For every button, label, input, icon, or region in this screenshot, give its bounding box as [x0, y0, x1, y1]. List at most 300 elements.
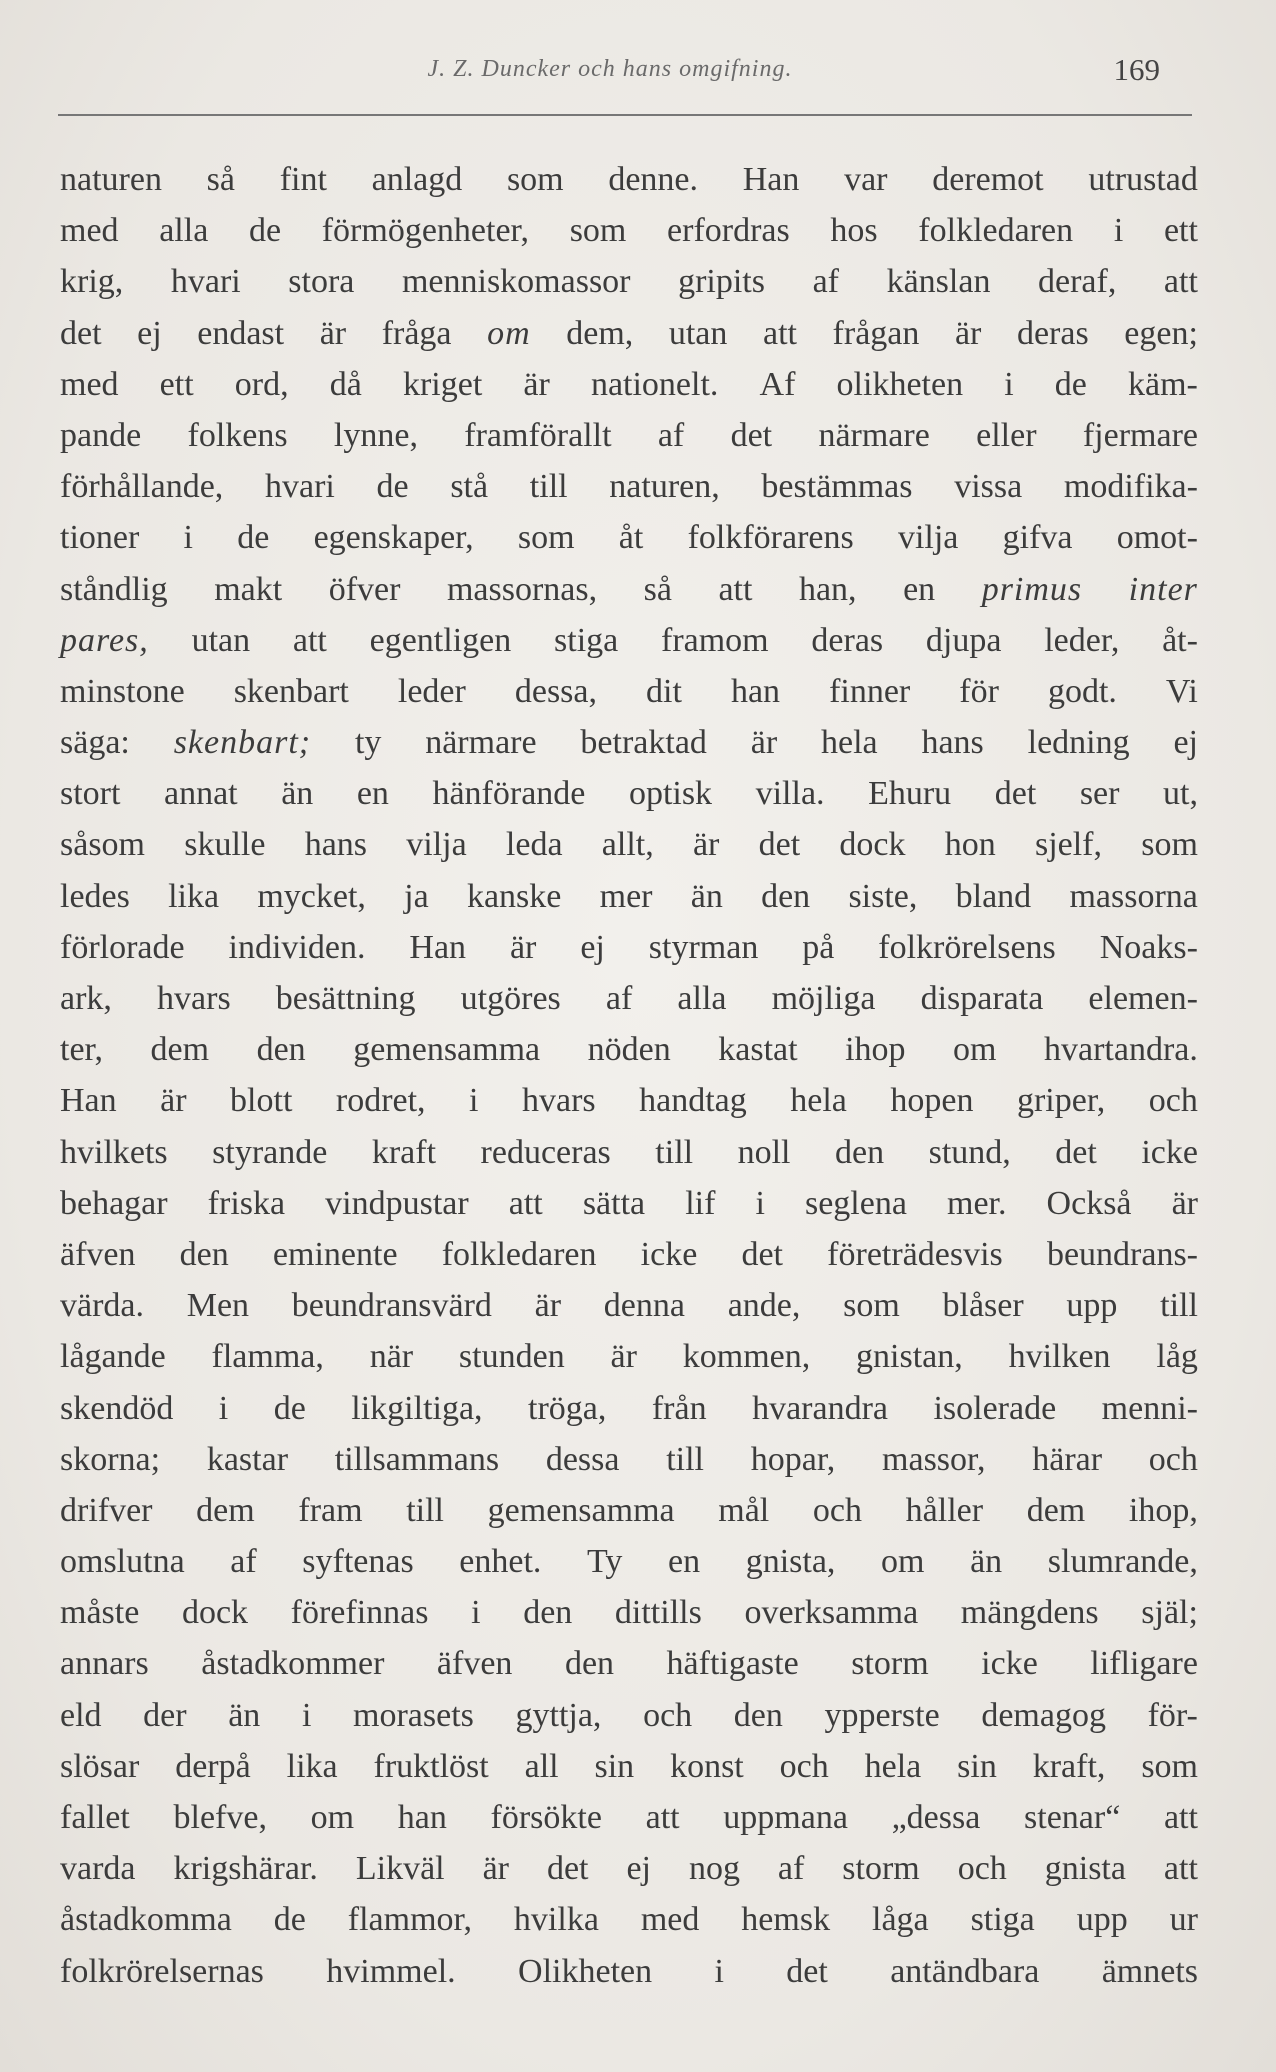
- word: hvartandra.: [1044, 1031, 1198, 1069]
- word: hvimmel.: [326, 1952, 456, 1990]
- word: åstadkommer: [201, 1645, 385, 1683]
- word: konst: [670, 1747, 744, 1785]
- word: leda: [505, 826, 563, 864]
- word: styrande: [212, 1133, 328, 1171]
- word: ter,: [60, 1031, 103, 1069]
- word: i: [1113, 212, 1124, 250]
- word: hos: [830, 212, 878, 250]
- word: var: [844, 161, 888, 198]
- word: flamma,: [211, 1338, 324, 1376]
- word: ledning: [1027, 724, 1130, 762]
- word: än: [281, 775, 314, 813]
- word: ur: [1169, 1901, 1198, 1939]
- word: ser: [1079, 775, 1120, 813]
- word: hela: [864, 1747, 922, 1785]
- word: i: [1004, 365, 1014, 403]
- word: krig,: [60, 263, 124, 301]
- word: Han: [409, 928, 467, 966]
- word: utrustad: [1088, 161, 1198, 198]
- word: vilja: [406, 826, 467, 864]
- word: åt: [618, 519, 644, 557]
- word: det: [786, 1952, 828, 1990]
- word: än: [228, 1696, 261, 1734]
- word: den: [179, 1235, 229, 1273]
- word: de: [237, 519, 270, 557]
- word: dock: [839, 826, 906, 864]
- word: massorna: [1069, 877, 1198, 915]
- word: lynne,: [333, 416, 418, 454]
- word: om: [310, 1799, 355, 1836]
- text-line: [60, 922, 1198, 973]
- text-line: [60, 1946, 1198, 1997]
- word: att: [1163, 1799, 1198, 1836]
- word: när: [369, 1338, 414, 1376]
- word: framförallt: [464, 416, 612, 454]
- word: i: [301, 1696, 312, 1734]
- word: Ehuru: [868, 775, 952, 813]
- word: närmare: [818, 416, 930, 454]
- word: Noaks-: [1099, 928, 1198, 966]
- word: så: [643, 570, 672, 608]
- word: hans: [921, 724, 984, 762]
- word: ämnets: [1101, 1952, 1198, 1990]
- page-header: [60, 52, 1160, 96]
- word: siste,: [848, 877, 918, 915]
- word: all: [524, 1747, 559, 1785]
- word: derpå: [175, 1747, 251, 1785]
- word: förhållande,: [60, 468, 224, 506]
- word: behagar: [60, 1184, 168, 1222]
- word: än: [970, 1543, 1003, 1581]
- word: såsom: [60, 826, 145, 864]
- word: den: [256, 1031, 306, 1069]
- text-line: [60, 1178, 1198, 1229]
- text-line: [60, 819, 1198, 870]
- text-line: [60, 973, 1198, 1024]
- word: endast: [197, 314, 285, 352]
- word: hvari: [265, 468, 335, 506]
- word: makt: [214, 570, 283, 608]
- word: primus: [981, 570, 1083, 608]
- word: stunden: [458, 1338, 565, 1376]
- header-rule: [58, 114, 1192, 116]
- word: lif: [685, 1184, 716, 1222]
- word: då: [329, 365, 362, 403]
- word: är: [954, 314, 982, 352]
- word: hvilken: [1008, 1338, 1111, 1376]
- word: som: [1141, 1747, 1198, 1785]
- word: som: [569, 212, 627, 250]
- word: är: [610, 1338, 637, 1376]
- word: kraft,: [1032, 1747, 1106, 1785]
- word: folkrörelsens: [878, 928, 1056, 966]
- text-line: [60, 615, 1198, 666]
- word: kastar: [206, 1440, 289, 1478]
- word: denne.: [608, 161, 699, 198]
- word: i: [218, 1389, 229, 1427]
- text-line: [60, 359, 1198, 410]
- word: folkförarens: [687, 519, 854, 557]
- word: försökte: [490, 1799, 602, 1836]
- word: en: [668, 1543, 701, 1581]
- word: den: [523, 1594, 573, 1632]
- word: än: [690, 877, 723, 915]
- word: som: [843, 1287, 900, 1325]
- text-line: [60, 1280, 1198, 1331]
- text-line: [60, 564, 1198, 615]
- word: ande,: [727, 1287, 801, 1325]
- word: som: [517, 519, 575, 557]
- word: bland: [955, 877, 1032, 915]
- word: egenskaper,: [313, 519, 474, 557]
- word: inter: [1128, 570, 1198, 608]
- word: företrädesvis: [827, 1235, 1003, 1273]
- word: han: [397, 1799, 447, 1836]
- word: Ty: [587, 1543, 623, 1581]
- word: till: [1160, 1287, 1198, 1325]
- word: dock: [181, 1594, 249, 1632]
- text-line: [60, 1741, 1198, 1792]
- word: ett: [1163, 212, 1198, 250]
- word: deraf,: [1038, 263, 1117, 301]
- word: mer.: [947, 1184, 1007, 1222]
- word: är: [1171, 1184, 1198, 1222]
- word: öfver: [328, 570, 401, 608]
- word: lifligare: [1090, 1645, 1198, 1683]
- word: hans: [304, 826, 368, 864]
- word: friska: [207, 1184, 286, 1222]
- body-text: [60, 154, 1198, 1997]
- text-line: [60, 1229, 1198, 1280]
- word: säga:: [60, 724, 130, 762]
- word: hvars: [157, 980, 231, 1017]
- word: hela: [821, 724, 878, 762]
- word: skendöd: [60, 1389, 174, 1427]
- text-line: [60, 666, 1198, 717]
- word: folkledaren: [441, 1235, 597, 1273]
- word: kriget: [402, 365, 483, 403]
- word: ut,: [1163, 775, 1198, 813]
- text-line: [60, 154, 1198, 205]
- word: omslutna: [60, 1543, 185, 1581]
- word: ihop,: [1128, 1491, 1198, 1529]
- word: det: [1055, 1133, 1097, 1171]
- word: ord,: [234, 365, 289, 403]
- word: bestämmas: [761, 468, 913, 506]
- word: Af: [759, 365, 796, 403]
- word: alla: [677, 980, 727, 1017]
- word: värda.: [60, 1287, 145, 1325]
- word: morasets: [353, 1696, 474, 1734]
- word: i: [471, 1594, 481, 1632]
- text-line: [60, 1127, 1198, 1178]
- word: ej: [580, 928, 605, 966]
- word: ej: [137, 314, 162, 352]
- word: denna: [603, 1287, 685, 1325]
- word: hela: [790, 1082, 847, 1120]
- word: det: [994, 775, 1037, 813]
- word: de: [376, 468, 409, 506]
- word: eld: [60, 1696, 102, 1734]
- word: ja: [404, 877, 429, 915]
- word: som: [1141, 826, 1198, 864]
- word: nationelt.: [590, 365, 719, 403]
- word: en: [356, 775, 389, 813]
- word: Likväl: [355, 1850, 445, 1888]
- word: den: [733, 1696, 783, 1734]
- text-line: [60, 1383, 1198, 1434]
- word: vindpustar: [325, 1184, 469, 1222]
- word: dittills: [614, 1594, 702, 1632]
- word: känslan: [886, 263, 991, 301]
- word: skenbart;: [173, 724, 312, 762]
- word: gripits: [678, 263, 765, 301]
- word: hvilkets: [60, 1133, 168, 1171]
- word: hopen: [890, 1082, 974, 1120]
- word: i: [714, 1952, 724, 1990]
- word: och: [779, 1747, 829, 1785]
- word: seglena: [804, 1184, 907, 1222]
- word: stora: [288, 263, 355, 301]
- text-line: [60, 768, 1198, 819]
- word: håller: [905, 1491, 984, 1529]
- word: dit: [646, 672, 682, 710]
- word: förefinnas: [290, 1594, 429, 1632]
- word: nöden: [587, 1031, 671, 1069]
- text-line: [60, 1331, 1198, 1382]
- word: naturen: [60, 161, 162, 198]
- word: hvilka: [513, 1901, 599, 1939]
- text-line: [60, 717, 1198, 768]
- word: dessa,: [514, 672, 598, 710]
- word: gyttja,: [515, 1696, 602, 1734]
- text-line: [60, 1792, 1198, 1843]
- text-line: [60, 1843, 1198, 1894]
- word: ty: [354, 724, 382, 762]
- text-line: [60, 871, 1198, 922]
- word: är: [692, 826, 720, 864]
- word: stiga: [970, 1901, 1035, 1939]
- word: eminente: [272, 1235, 398, 1273]
- word: den: [564, 1645, 615, 1683]
- word: skorna;: [60, 1440, 161, 1478]
- page-number: 169: [1113, 52, 1160, 87]
- word: der: [143, 1696, 187, 1734]
- word: en: [903, 570, 936, 608]
- word: att: [645, 1799, 680, 1836]
- word: af: [657, 416, 685, 454]
- word: mycket,: [257, 877, 366, 915]
- word: Han: [60, 1082, 117, 1120]
- word: sjelf,: [1034, 826, 1103, 864]
- word: att: [1163, 263, 1198, 301]
- word: mängdens: [960, 1594, 1099, 1632]
- word: ett: [159, 365, 194, 403]
- word: nog: [688, 1850, 740, 1888]
- word: att: [508, 1184, 543, 1222]
- word: mer: [599, 877, 653, 915]
- word: som: [506, 161, 564, 198]
- word: omot-: [1116, 519, 1198, 557]
- text-line: [60, 461, 1198, 512]
- text-line: [60, 410, 1198, 461]
- word: demagog: [981, 1696, 1106, 1734]
- word: eller: [976, 416, 1037, 454]
- word: är: [534, 1287, 562, 1325]
- word: upp: [1066, 1287, 1118, 1325]
- word: uppmana: [723, 1799, 848, 1836]
- word: antändbara: [890, 1952, 1040, 1990]
- word: stå: [450, 468, 489, 506]
- word: är: [750, 724, 778, 762]
- word: gnista: [1044, 1850, 1126, 1888]
- word: storm: [842, 1850, 920, 1888]
- word: finner: [829, 672, 911, 710]
- word: blott: [230, 1082, 293, 1120]
- word: med: [60, 365, 119, 403]
- word: vilja: [897, 519, 959, 557]
- word: hvars: [521, 1082, 596, 1120]
- word: betraktad: [580, 724, 707, 762]
- word: gemensamma: [353, 1031, 541, 1069]
- word: individen.: [228, 928, 366, 966]
- word: massornas,: [446, 570, 598, 608]
- text-line: [60, 256, 1198, 307]
- word: anlagd: [371, 161, 463, 198]
- word: pares,: [60, 621, 149, 659]
- word: om: [881, 1543, 925, 1581]
- word: själ;: [1141, 1594, 1198, 1632]
- word: olikheten: [836, 365, 964, 403]
- word: af: [777, 1850, 805, 1888]
- word: folkens: [187, 416, 288, 454]
- word: syftenas: [302, 1543, 414, 1581]
- word: krigshärar.: [173, 1850, 318, 1888]
- word: sin: [957, 1747, 997, 1785]
- word: förmögenheter,: [321, 212, 530, 250]
- word: käm-: [1128, 365, 1198, 403]
- word: „dessa: [891, 1799, 981, 1836]
- word: närmare: [425, 724, 537, 762]
- word: erfordras: [667, 212, 790, 250]
- word: utgöres: [460, 980, 561, 1017]
- word: kastat: [718, 1031, 798, 1069]
- word: stenar“: [1024, 1799, 1121, 1836]
- word: dem: [196, 1491, 255, 1529]
- word: flammor,: [347, 1901, 472, 1939]
- word: drifver: [60, 1491, 153, 1529]
- word: fråga: [381, 314, 452, 352]
- word: ej: [1173, 724, 1198, 762]
- word: till: [666, 1440, 704, 1478]
- word: kommen,: [682, 1338, 811, 1376]
- word: i: [469, 1082, 479, 1120]
- word: Men: [186, 1287, 250, 1325]
- word: hon: [944, 826, 996, 864]
- text-line: [60, 1587, 1198, 1638]
- word: hopar,: [750, 1440, 836, 1478]
- word: låga: [872, 1901, 929, 1939]
- word: är: [482, 1850, 510, 1888]
- word: massor,: [882, 1440, 986, 1478]
- word: Vi: [1165, 672, 1198, 710]
- word: han,: [798, 570, 857, 608]
- word: storm: [851, 1645, 929, 1683]
- word: overksamma: [744, 1594, 919, 1632]
- word: deras: [811, 621, 884, 659]
- word: deremot: [932, 161, 1044, 198]
- word: dem: [1026, 1491, 1086, 1529]
- word: slumrande,: [1047, 1543, 1198, 1581]
- word: det: [758, 826, 801, 864]
- word: är: [160, 1082, 187, 1120]
- word: är: [509, 928, 537, 966]
- text-line: [60, 1894, 1198, 1945]
- word: stund,: [928, 1133, 1011, 1171]
- word: handtag: [639, 1082, 747, 1120]
- word: tillsammans: [334, 1440, 500, 1478]
- word: tioner: [60, 519, 140, 557]
- word: slösar: [60, 1747, 140, 1785]
- word: den: [761, 877, 811, 915]
- word: för-: [1147, 1696, 1198, 1734]
- word: enhet.: [459, 1543, 542, 1581]
- word: fint: [279, 161, 327, 198]
- word: och: [1148, 1440, 1198, 1478]
- word: häftigaste: [666, 1645, 799, 1683]
- word: och: [1148, 1082, 1198, 1120]
- text-line: [60, 1485, 1198, 1536]
- word: de: [248, 212, 282, 250]
- word: ark,: [60, 980, 112, 1017]
- word: och: [812, 1491, 862, 1529]
- word: folkledaren: [918, 212, 1074, 250]
- word: kanske: [466, 877, 562, 915]
- word: icke: [981, 1645, 1038, 1683]
- word: lika: [168, 877, 220, 915]
- text-line: [60, 1024, 1198, 1075]
- word: de: [273, 1901, 306, 1939]
- word: fallet: [60, 1799, 130, 1836]
- word: leder,: [1044, 621, 1120, 659]
- word: alla: [159, 212, 209, 250]
- word: beundransvärd: [291, 1287, 492, 1325]
- word: elemen-: [1088, 980, 1198, 1017]
- word: griper,: [1016, 1082, 1106, 1120]
- word: på: [802, 928, 835, 966]
- word: godt.: [1047, 672, 1117, 710]
- word: optisk: [628, 775, 713, 813]
- word: med: [640, 1901, 700, 1939]
- word: ej: [626, 1850, 652, 1888]
- word: till: [406, 1491, 445, 1529]
- text-line: [60, 1690, 1198, 1741]
- word: och: [957, 1850, 1007, 1888]
- word: för: [959, 672, 999, 710]
- word: hänförande: [432, 775, 586, 813]
- word: sätta: [582, 1184, 646, 1222]
- text-line: [60, 1536, 1198, 1587]
- word: så: [206, 161, 235, 198]
- word: af: [605, 980, 633, 1017]
- word: tröga,: [528, 1389, 607, 1427]
- word: äfven: [60, 1235, 136, 1273]
- running-title: J. Z. Duncker och hans omgifning.: [427, 56, 793, 82]
- word: i: [183, 519, 193, 557]
- word: hemsk: [741, 1901, 831, 1939]
- word: af: [812, 263, 839, 301]
- word: utan: [668, 314, 728, 352]
